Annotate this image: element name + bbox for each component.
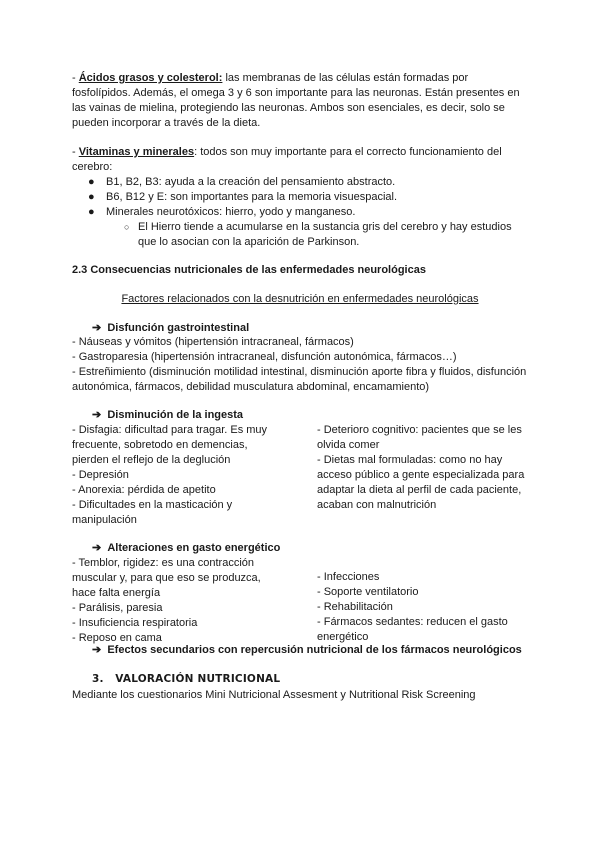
vitamins-label: Vitaminas y minerales — [78, 146, 195, 158]
arrow-icon: ➔ — [92, 542, 102, 554]
list-item: - Infecciones — [317, 571, 380, 583]
lipids-label: Ácidos grasos y colesterol: — [78, 72, 223, 84]
list-item: - Fármacos sedantes: reducen el gasto energético — [317, 616, 508, 643]
list-item: ○ El Hierro tiende a acumularse en la sustancia gris del cerebro y hay estudios que lo asocian con la aparición de Parkinson. — [124, 221, 512, 248]
list-item: - Parálisis, paresia — [72, 602, 163, 614]
list-item: - Deterioro cognitivo: pacientes que se les olvida comer — [317, 424, 522, 451]
vitamins-text: : todos son muy importante para el correcto funcionamiento del cerebro: — [72, 146, 502, 173]
gasto-right-column — [317, 570, 529, 645]
circle-bullet-icon: ○ — [124, 222, 130, 232]
list-item: - Insuficiencia respiratoria — [72, 617, 198, 629]
gasto-left-column — [72, 556, 277, 646]
ingesta-left-column — [72, 423, 280, 528]
vitamins-sublist — [72, 220, 528, 250]
list-item: ● B6, B12 y E: son importantes para la memoria visuespacial. — [88, 191, 398, 203]
list-item: ● Minerales neurotóxicos: hierro, yodo y manganeso. — [88, 206, 356, 218]
list-item: - Rehabilitación — [317, 601, 393, 613]
section-subtitle: Factores relacionados con la desnutrición en enfermedades neurológicas — [121, 293, 479, 305]
vitamins-list — [72, 175, 528, 220]
ingesta-right-column — [317, 423, 529, 513]
list-item: - Dificultades en la masticación y manipulación — [72, 499, 233, 526]
lipids-text: las membranas de las células están formadas por fosfolípidos. Además, el omega 3 y 6 son importante para las neuronas. Están presentes en las vainas de mielina, protegiendo las neuronas. Ambos son esenciales, es decir, solo se pueden incorporar a través de la dieta. — [72, 72, 520, 129]
list-item: - Depresión — [72, 469, 129, 481]
lipids-paragraph — [72, 71, 528, 131]
bullet-icon: ● — [88, 206, 95, 218]
list-item: - Dietas mal formuladas: como no hay acceso público a gente especializada para adaptar la dieta al perfil de cada paciente, acaban con malnutrición — [317, 454, 525, 511]
section-title: VALORACIÓN NUTRICIONAL — [115, 673, 281, 685]
list-item: - Anorexia: pérdida de apetito — [72, 484, 216, 496]
disfuncion-list — [72, 335, 528, 395]
section-title: 2.3 Consecuencias nutricionales de las enfermedades neurológicas — [72, 264, 426, 276]
list-item: - Náuseas y vómitos (hipertensión intracraneal, fármacos) — [72, 336, 354, 348]
list-item: - Reposo en cama — [72, 632, 162, 644]
disfuncion-heading: ➔ Disfunción gastrointestinal — [92, 322, 250, 334]
arrow-icon: ➔ — [92, 322, 102, 334]
list-item: - Disfagia: dificultad para tragar. Es muy frecuente, sobretodo en demencias, pierden el reflejo de la deglución — [72, 424, 268, 466]
bullet-icon: ● — [88, 191, 95, 203]
ingesta-heading: ➔ Disminución de la ingesta — [92, 409, 244, 421]
bullet-icon: ● — [88, 176, 95, 188]
arrow-icon: ➔ — [92, 644, 102, 656]
valoracion-heading — [92, 672, 522, 687]
list-item: - Temblor, rigidez: es una contracción muscular y, para que eso se produzca, hace falta energía — [72, 557, 261, 599]
list-item: ● B1, B2, B3: ayuda a la creación del pensamiento abstracto. — [88, 176, 396, 188]
gasto-heading: ➔ Alteraciones en gasto energético — [92, 542, 281, 554]
list-item: - Gastroparesia (hipertensión intracraneal, disfunción autonómica, fármacos…) — [72, 351, 457, 363]
valoracion-text: Mediante los cuestionarios Mini Nutricional Assesment y Nutritional Risk Screening — [72, 689, 476, 701]
vitamins-paragraph — [72, 145, 528, 250]
dash: - — [72, 146, 79, 158]
arrow-icon: ➔ — [92, 409, 102, 421]
efectos-heading: ➔ Efectos secundarios con repercusión nutricional de los fármacos neurológicos — [92, 644, 522, 656]
list-item: - Estreñimiento (disminución motilidad intestinal, disminución aporte fibra y fluidos, disfunción autonómica, fármacos, debilidad musculatura abdominal, encamamiento) — [72, 366, 527, 393]
dash: - — [72, 72, 79, 84]
section-number: 3. — [92, 673, 104, 685]
list-item: - Soporte ventilatorio — [317, 586, 419, 598]
